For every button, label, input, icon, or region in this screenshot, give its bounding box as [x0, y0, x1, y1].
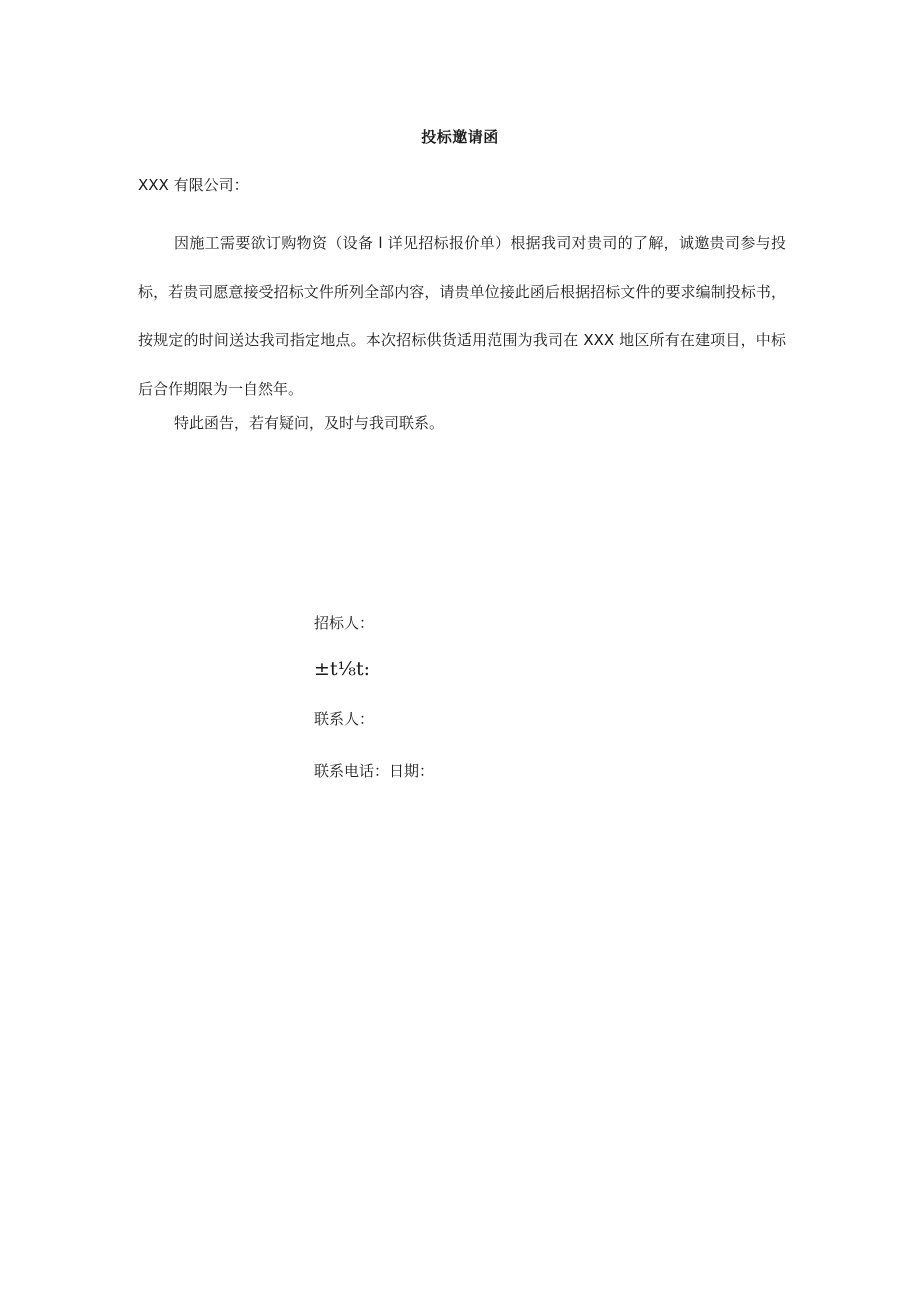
garbled-signature-line: ±t⅛t:	[314, 658, 371, 680]
salutation: XXX 有限公司：	[138, 176, 249, 194]
contact-label: 联系人：	[314, 710, 375, 728]
closing-line: 特此函告，若有疑问，及时与我司联系。	[174, 414, 445, 432]
body-paragraph: 因施工需要欲订购物资（设备 l 详见招标报价单）根据我司对贵司的了解，诚邀贵司参与投标，若贵司愿意接受招标文件所列全部内容，请贵单位接此函后根据招标文件的要求编制投标书，按规定的时间送达我司指定地点。本次招标供货适用范围为我司在 XXX 地区所有在建项目，中标后合作期限为一自然年。	[138, 234, 786, 398]
phone-date-label: 联系电话：日期：	[314, 762, 435, 780]
document-title: 投标邀请函	[421, 128, 499, 146]
tenderer-label: 招标人：	[314, 614, 375, 632]
